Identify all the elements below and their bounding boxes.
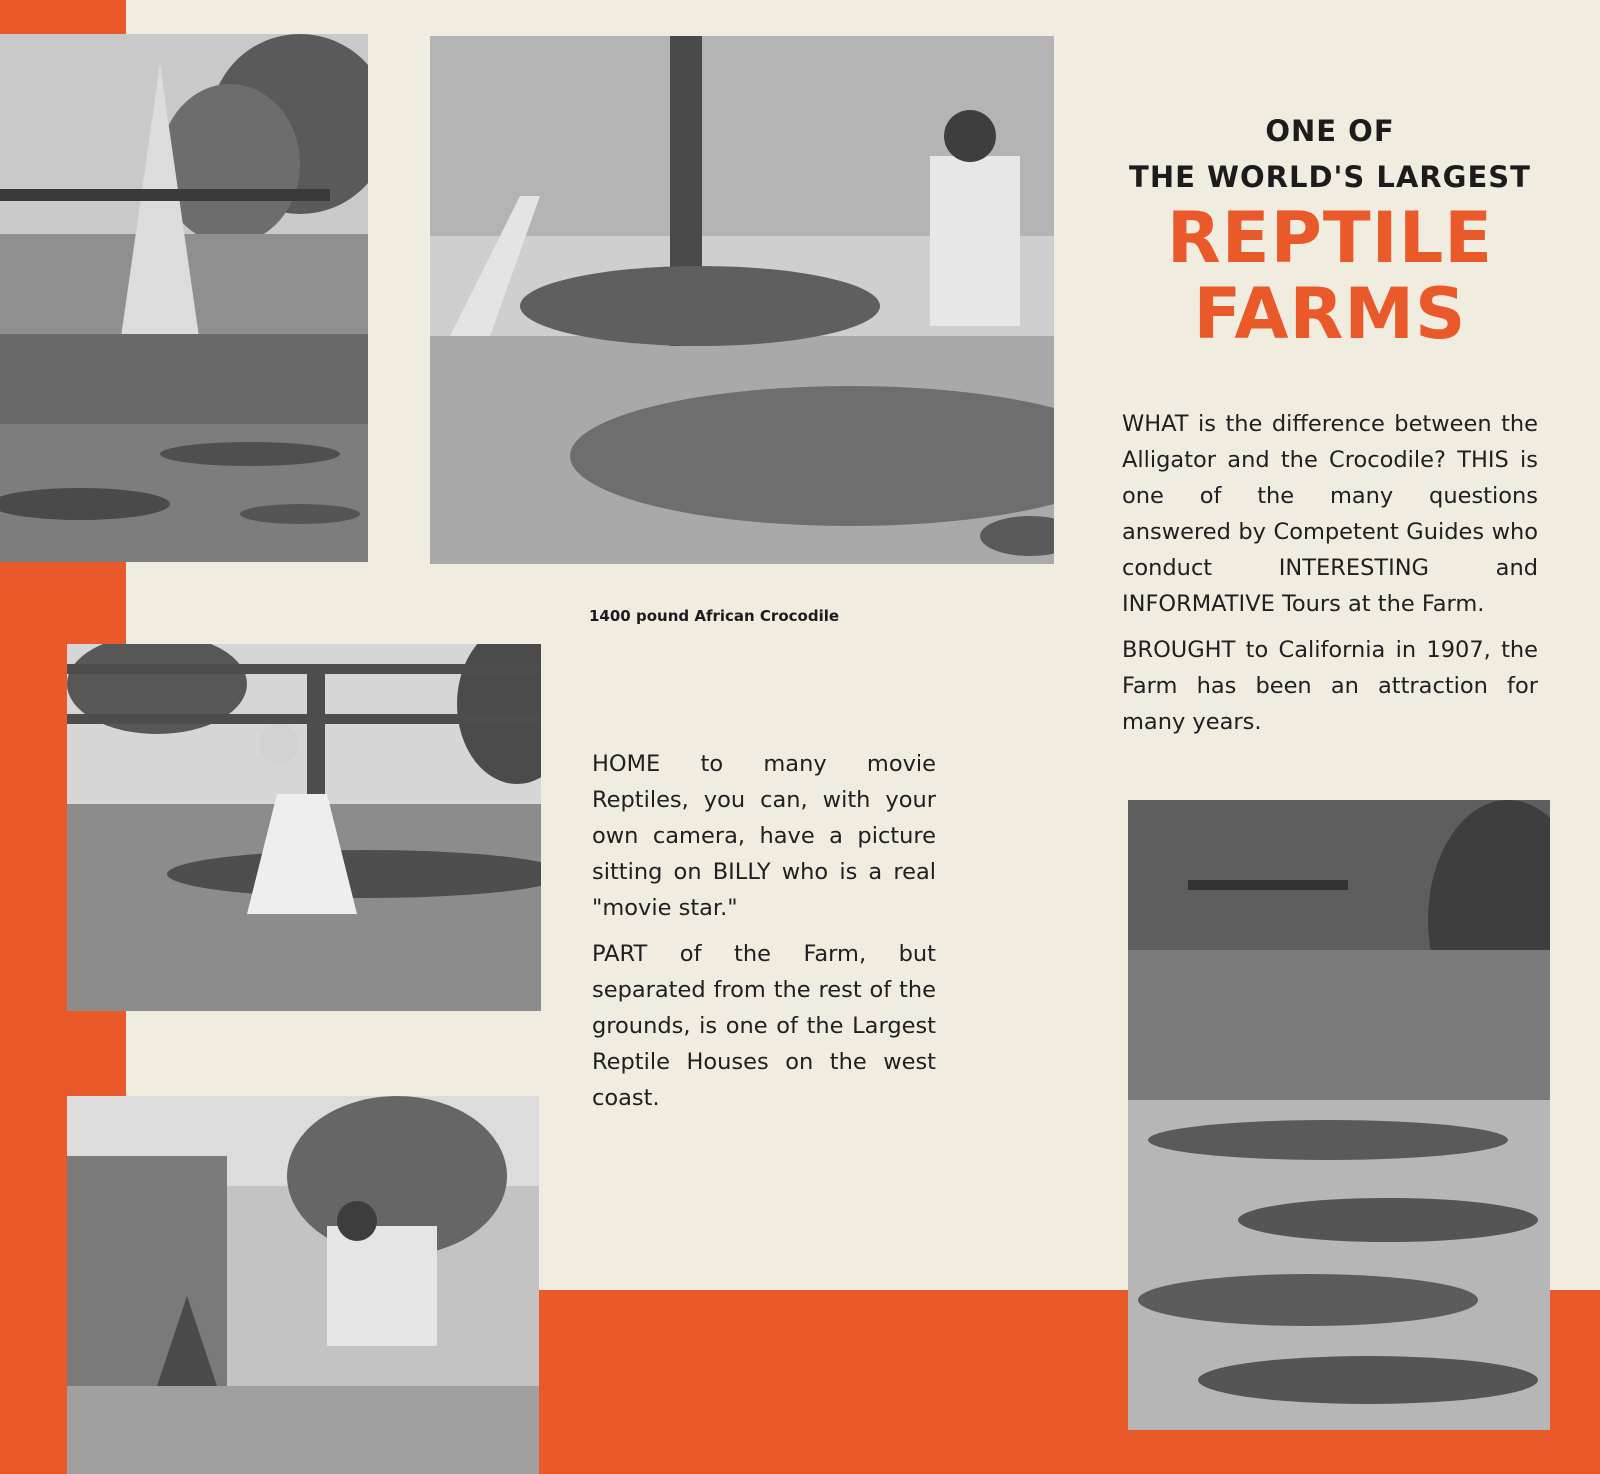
reptile-house-paragraph: PART of the Farm, but separated from the rest of the grounds, is one of the Largest Reptile Houses on the west coast. <box>592 941 936 1111</box>
headline-reptile: REPTILE <box>1166 197 1494 279</box>
photo-alligator-pen <box>1128 800 1550 1430</box>
movie-reptiles-paragraph: HOME to many movie Reptiles, you can, with your own camera, have a picture sitting on BILLY who is a real "movie star." <box>592 751 936 921</box>
photo-african-crocodile <box>430 36 1054 564</box>
brought-to-california-paragraph: BROUGHT to California in 1907, the Farm has been an attraction for many years. <box>1122 637 1538 735</box>
alligator-crocodile-paragraph: WHAT is the difference between the Alligator and the Crocodile? THIS is one of the many questions answered by Competent Guides who conduct INTERESTING and INFORMATIVE Tours at the Farm. <box>1122 411 1538 617</box>
headline-line-1: ONE OF <box>1265 114 1395 148</box>
headline <box>1120 108 1540 355</box>
crocodile-caption: 1400 pound African Crocodile <box>589 607 840 625</box>
headline-line-2: THE WORLD'S LARGEST <box>1129 160 1531 194</box>
photo-woman-on-billy <box>67 644 541 1011</box>
photo-pond-alligators <box>0 34 368 562</box>
middle-column-text <box>592 746 936 1126</box>
headline-farms: FARMS <box>1193 273 1467 355</box>
right-column-text <box>1122 406 1538 750</box>
photo-man-feeding-alligator <box>67 1096 539 1474</box>
